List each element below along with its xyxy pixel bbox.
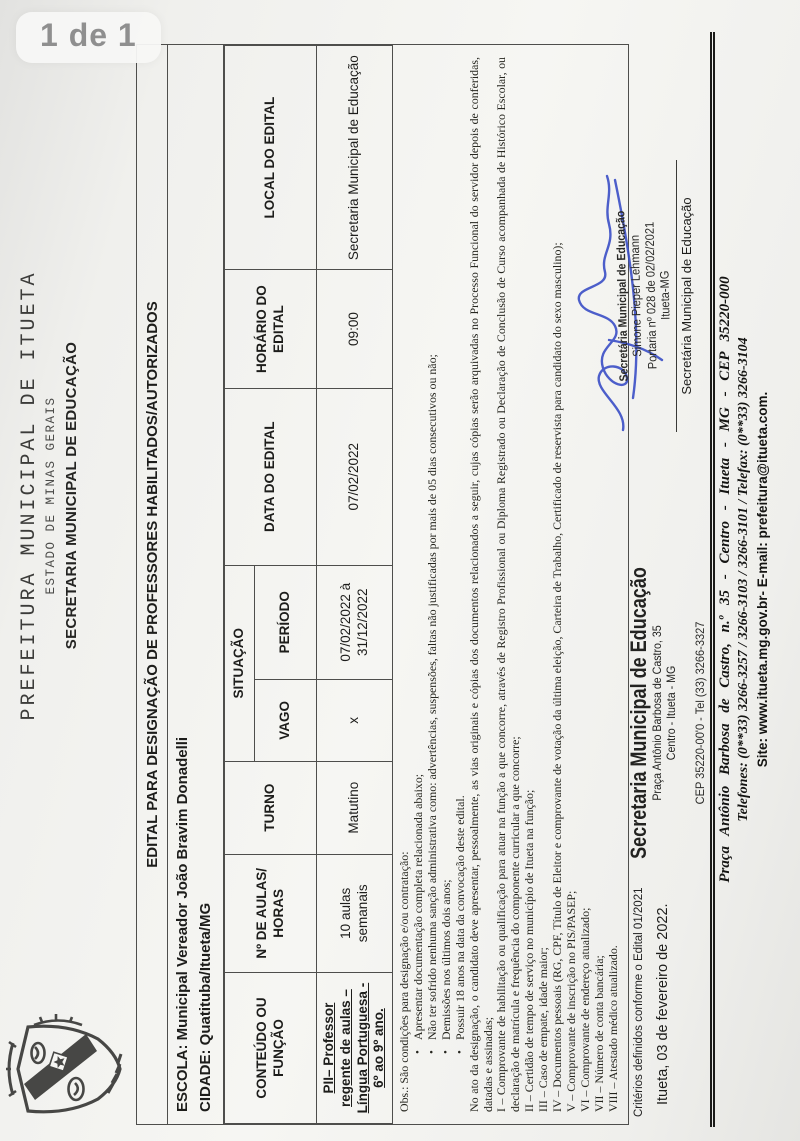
cell-turno: Matutino [317,761,393,854]
document-item: II – Certidão de tempo de serviço no município de Itueta na função; [522,789,537,1112]
obs-bullet-item: • Possuir 18 anos na data da convocação deste edital. [454,57,468,1054]
obs-bullet-item: • Demissões nos últimos dois anos; [440,57,454,1054]
documents-note: No ato da designação, o candidato deve apresentar, pessoalmente, as vias originais e cópias dos documentos relacionados a seguir, cujas cópias serão arquivadas no Processo Funcional do servidor depois de conferidas, datadas e assinadas; [466,57,495,1112]
obs-bullet-item: • Não ter sofrido nenhuma sanção administrativa como: advertências, suspensões, faltas não justificadas por mais de 05 dias consecutivos ou não; [426,57,440,1054]
signature-rule [676,160,677,432]
footer-phones-line: Telefones: (0**33) 3266-3257 / 3266-3103 / 3266-3101 / Telefax: (0**33) 3266-3104 [736,337,751,822]
document-item: VI – Comprovante de endereço atualizado; [577,907,592,1112]
cell-n-aulas: 10 aulas semanais [317,854,393,973]
state-name: ESTADO DE MINAS GERAIS [44,396,58,595]
signatory-city: Itueta-MG [657,270,673,320]
header-vago: VAGO [255,679,317,761]
footer-block [717,32,770,1127]
header-situacao: SITUAÇÃO [225,565,255,761]
page-indicator-badge: 1 de 1 [16,12,161,63]
obs-bullet-item: • Apresentar documentação completa relacionada abaixo; [412,57,426,1054]
designation-table [224,45,393,1124]
header-periodo: PERÍODO [255,565,317,679]
document-item: V – Comprovante de inscrição no PIS/PASEP; [564,890,579,1112]
document-item: VIII – Atestado médico atualizado. [605,945,620,1112]
signatory-printed-title: Secretária Municipal de Educação [678,197,694,395]
header-conteudo-funcao: CONTEÚDO OU FUNÇÃO [225,973,317,1124]
cell-horario-edital: 09:00 [317,270,393,389]
city-line: CIDADE: Quatituba/Itueta/MG [196,902,214,1112]
obs-intro: Obs.: São condições para designação e/ou contratação: [397,851,411,1112]
criteria-note: Critérios definidos conforme o Edital 01/2021 [633,887,645,1117]
header-n-aulas-horas: Nº DE AULAS/ HORAS [225,854,317,973]
edital-box [136,44,629,1125]
municipality-name: PREFEITURA MUNICIPAL DE ITUETA [18,270,41,721]
school-city-block [168,45,224,1124]
footer-web-line: Site: www.itueta.mg.gov.br- E-mail: prefeitura@itueta.com. [755,391,770,768]
date-line: Itueta, 03 de fevereiro de 2022. [655,903,671,1105]
stamp-address: Praça Antônio Barbosa de Castro, 35 [650,625,665,801]
header-text-block [0,0,80,1141]
signature-stamp-title: Secretária Municipal de Educação [613,210,631,382]
school-line: ESCOLA: Municipal Vereador João Bravim Donadelli [174,736,191,1112]
office-address-stamp [627,523,707,903]
signature-block [583,116,694,476]
document-header [0,0,128,1141]
cell-vago: x [317,679,393,761]
cell-data-edital: 07/02/2022 [317,388,393,565]
stamp-cep-tel: CEP 35220-00'0 - Tel (33) 3266-3327 [693,621,708,805]
header-horario-edital: HORÁRIO DO EDITAL [225,270,317,389]
document-item: III – Caso de empate, idade maior; [536,947,551,1112]
obs-bullet-list [412,57,468,1054]
footer-address-line: Praça Antônio Barbosa de Castro, n.º 35 - Centro - Itueta - MG - CEP 35220-000 [717,276,733,883]
signatory-portaria: Portaria nº 028 de 02/02/2021 [642,221,660,370]
stamp-office-name: Secretaria Municipal de Educação [626,567,651,859]
table-row [317,46,393,1124]
signatory-stamp [579,115,676,477]
cell-periodo: 07/02/2022 à 31/12/2022 [317,565,393,679]
document-item: IV – Documentos pessoais (RG, CPF, Título de Eleitor e comprovante de votação da última eleição, Carteira de Trabalho, Certificado de reservista para candidato do sexo masculino); [550,242,565,1112]
edital-title: EDITAL PARA DESIGNAÇÃO DE PROFESSORES HABILITADOS/AUTORIZADOS [137,45,168,1124]
cell-conteudo-funcao: PII– Professor regente de aulas – Língua Portuguesa - 6º ao 9º ano. [317,973,393,1124]
header-turno: TURNO [225,761,317,854]
stamp-district: Centro - Itueta - MG [664,665,679,761]
footer-rule [710,32,715,1127]
department-name: SECRETARIA MUNICIPAL DE EDUCAÇÃO [63,341,80,650]
document-item: I – Comprovante de habilitação ou qualificação para atuar na função a que concorre, através de Registro Profissional ou Diploma Registrado ou Declaração de Conclusão de Curso acompanhada de Histórico Escolar, ou declaração de matrícula e frequência do componente curricular a que concorre; [494,57,523,1112]
itueta-coat-of-arms-icon [4,1013,124,1125]
header-data-edital: DATA DO EDITAL [225,388,317,565]
signatory-name: Simone Pieper Lehmann [627,234,645,357]
document-item: VII – Número de conta bancária; [591,955,606,1112]
cell-local-edital: Secretaria Municipal de Educação [317,46,393,270]
header-local-edital: LOCAL DO EDITAL [225,46,317,270]
